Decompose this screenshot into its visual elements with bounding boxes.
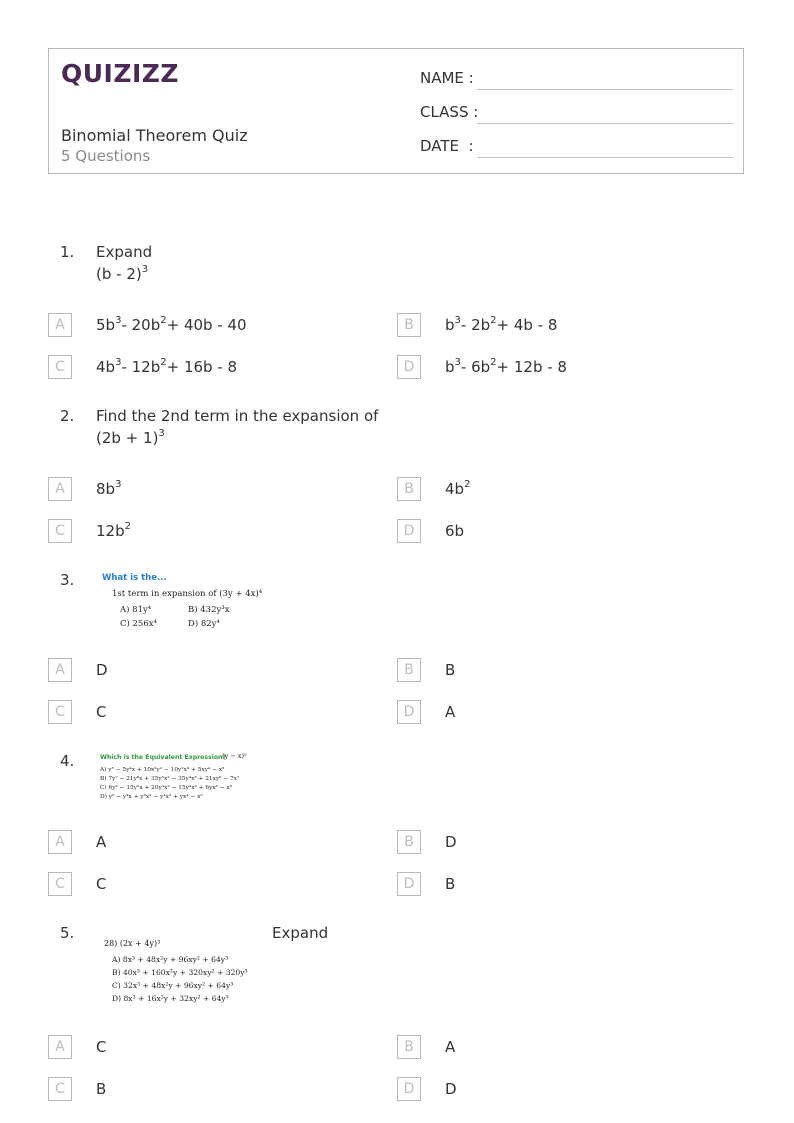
date-field — [420, 137, 474, 155]
class-label: CLASS : — [420, 103, 479, 121]
q4-image-expr: (y − x)⁵ — [222, 752, 247, 760]
q1-option-a-text: $5b^3-$ $20b^2+ 40b - 40$ — [96, 315, 247, 334]
q3-option-a-text: D — [96, 661, 108, 679]
q4-option-a-text: A — [96, 833, 107, 851]
q2-expr-exp: 3 — [158, 428, 165, 439]
q2-option-a-text: $8b^3$ — [96, 479, 122, 498]
q1-option-c-text: $4b^3-$ $12b^2+ 16b - 8$ — [96, 357, 238, 376]
q5-option-b-box[interactable]: B — [397, 1035, 421, 1059]
q3-option-a-box[interactable]: A — [48, 658, 72, 682]
q1-expr-base: (b - 2) — [96, 265, 142, 283]
q2-option-c-box[interactable]: C — [48, 519, 72, 543]
quiz-title: Binomial Theorem Quiz — [61, 126, 248, 145]
class-input-line[interactable] — [477, 123, 733, 124]
q5-option-a-text: C — [96, 1038, 107, 1056]
q3-option-d-text: A — [445, 703, 456, 721]
question-2-text — [96, 405, 378, 449]
q2-expr-base: (2b + 1) — [96, 429, 159, 447]
q1-option-d-text: $b^3-$ $6b^2+ 12b - 8$ — [445, 357, 567, 376]
q4-option-d-text: B — [445, 875, 456, 893]
question-2-line2 — [96, 427, 378, 449]
q1-option-b-text: $b^3-$ $2b^2+ 4b - 8$ — [445, 315, 558, 334]
q4-option-c-text: C — [96, 875, 107, 893]
q3-image-prompt: 1st term in expansion of (3y + 4x)⁴ — [112, 589, 263, 599]
q3-option-c-box[interactable]: C — [48, 700, 72, 724]
q4-option-b-text: D — [445, 833, 457, 851]
class-field — [420, 103, 478, 121]
quizizz-logo: QUIZIZZ — [61, 59, 180, 88]
q1-expr-exp: 3 — [141, 264, 149, 275]
q2-option-c-text: $12b^2$ — [96, 521, 131, 540]
q5-option-c-box[interactable]: C — [48, 1077, 72, 1101]
q3-option-b-box[interactable]: B — [397, 658, 421, 682]
q4-image-heading: Which is the Equivalent Expression? — [100, 754, 227, 761]
question-3-image — [100, 570, 270, 636]
q5-image-option-d: D) 8x³ + 16x²y + 32xy² + 64y³ — [112, 994, 229, 1003]
q2-option-a-box[interactable]: A — [48, 477, 72, 501]
q4-option-b-box[interactable]: B — [397, 830, 421, 854]
name-label: NAME : — [420, 69, 474, 87]
q3-image-option-a: A) 81y⁴ — [120, 605, 152, 615]
q4-option-a-box[interactable]: A — [48, 830, 72, 854]
q3-option-d-box[interactable]: D — [397, 700, 421, 724]
question-2-line1: Find the 2nd term in the expansion of — [96, 407, 379, 425]
question-3-number: 3. — [60, 571, 75, 589]
q3-option-b-text: B — [445, 661, 456, 679]
q5-option-b-text: A — [445, 1038, 456, 1056]
q5-option-d-box[interactable]: D — [397, 1077, 421, 1101]
question-4-number: 4. — [60, 752, 75, 770]
q2-option-d-text: 6b — [445, 522, 465, 540]
question-1-text — [96, 241, 152, 285]
date-label: DATE : — [420, 137, 474, 155]
worksheet-header — [48, 48, 744, 174]
question-5-number: 5. — [60, 924, 75, 942]
question-1-line1: Expand — [96, 243, 153, 261]
q5-image-option-b: B) 40x³ + 160x²y + 320xy² + 320y³ — [112, 968, 248, 977]
q5-option-d-text: D — [445, 1080, 457, 1098]
q3-image-option-c: C) 256x⁴ — [120, 619, 157, 629]
question-4-image — [98, 748, 258, 808]
q5-option-c-text: B — [96, 1080, 107, 1098]
q2-option-d-box[interactable]: D — [397, 519, 421, 543]
q4-image-option-b: B) 7y⁷ − 21y⁶x + 35y⁵x² − 35y⁴x³ + 21xy⁶ − 7x⁷ — [100, 776, 240, 782]
question-1-number: 1. — [60, 243, 75, 261]
q4-image-option-a: A) y⁵ − 5y⁴x + 10x³y² − 10y²x³ + 5xy⁴ − x⁵ — [100, 767, 225, 773]
question-1-line2 — [96, 263, 152, 285]
q1-option-b-box[interactable]: B — [397, 313, 421, 337]
q2-option-b-text: $4b^2$ — [445, 479, 471, 498]
q5-image-prompt: 28) (2x + 4y)³ — [104, 939, 161, 948]
q1-option-a-box[interactable]: A — [48, 313, 72, 337]
q3-image-option-d: D) 82y⁴ — [188, 619, 220, 629]
question-2-number: 2. — [60, 407, 75, 425]
question-count: 5 Questions — [61, 147, 151, 165]
question-5-text: Expand — [272, 924, 329, 942]
q5-image-option-c: C) 32x³ + 48x²y + 96xy² + 64y³ — [112, 981, 234, 990]
q4-image-option-c: C) 6y⁶ − 15y⁵x + 20y⁴x² − 15y³x³ + 6yx⁵ − x⁶ — [100, 785, 233, 791]
q5-option-a-box[interactable]: A — [48, 1035, 72, 1059]
q4-option-d-box[interactable]: D — [397, 872, 421, 896]
q1-option-d-box[interactable]: D — [397, 355, 421, 379]
q5-image-option-a: A) 8x³ + 48x²y + 96xy² + 64y³ — [112, 955, 229, 964]
date-input-line[interactable] — [477, 157, 733, 158]
name-field — [420, 69, 474, 87]
q3-image-option-b: B) 432y³x — [188, 605, 230, 615]
q4-option-c-box[interactable]: C — [48, 872, 72, 896]
q3-option-c-text: C — [96, 703, 107, 721]
question-5-image — [100, 934, 270, 1006]
q4-image-option-d: D) y⁵ − y⁴x + y³x² − y²x³ + yx⁴ − x⁵ — [100, 794, 203, 800]
name-input-line[interactable] — [477, 89, 733, 90]
q1-option-c-box[interactable]: C — [48, 355, 72, 379]
q3-image-heading: What is the... — [102, 573, 167, 583]
q2-option-b-box[interactable]: B — [397, 477, 421, 501]
